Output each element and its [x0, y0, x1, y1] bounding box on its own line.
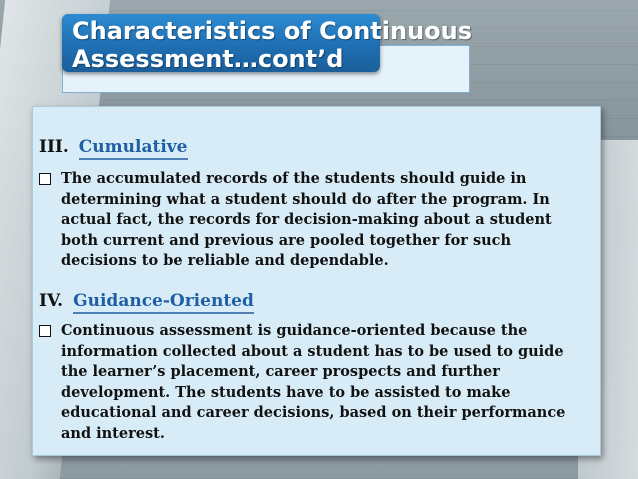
slide-title-line-1: Characteristics of Continuous	[72, 17, 473, 45]
list-item	[39, 321, 591, 445]
checkbox-bullet-icon	[39, 173, 51, 185]
bullet-text: Continuous assessment is guidance-oriented because the information collected about a student has to be used to guide the learner’s placement, career prospects and further development. The students have to be assisted to make educational and career decisions, based on their performance and interest.	[61, 322, 566, 442]
bullet-text: The accumulated records of the students should guide in determining what a student should do after the program. In actual fact, the records for decision-making about a student both current and previous are pooled together for such decisions to be reliable and dependable.	[61, 170, 552, 270]
content-panel	[32, 106, 601, 456]
section-heading-cumulative	[39, 137, 188, 157]
section-heading-guidance	[39, 291, 254, 311]
section-title: Cumulative	[79, 137, 188, 160]
slide-title-line-2: Assessment…cont’d	[72, 45, 344, 73]
section-number: IV.	[39, 291, 64, 311]
section-title: Guidance-Oriented	[73, 291, 254, 314]
checkbox-bullet-icon	[39, 325, 51, 337]
slide-title	[62, 14, 473, 73]
section-number: III.	[39, 137, 69, 157]
list-item	[39, 169, 591, 272]
